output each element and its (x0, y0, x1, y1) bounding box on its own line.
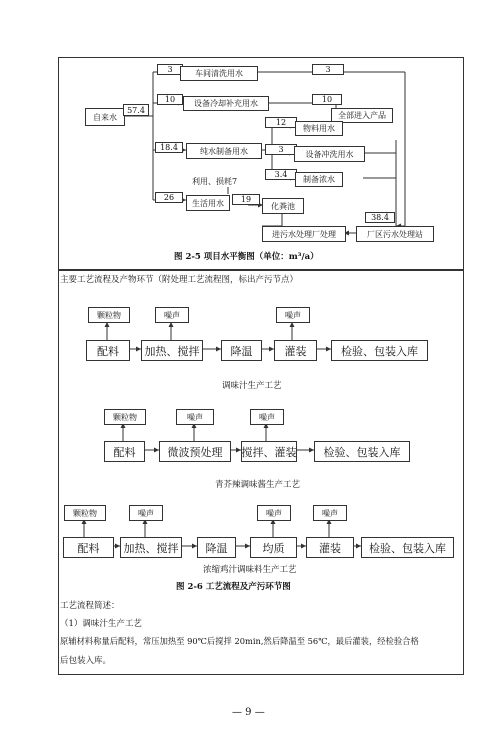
equip-clean-box: 设备冲洗用水 (294, 146, 365, 162)
flow1-step-batching: 配料 (86, 340, 130, 361)
flow-concentrate: 3.4 (265, 169, 297, 180)
concentrate-box: 制备浓水 (295, 172, 343, 187)
flow3-pollutant-noise-1: 噪声 (129, 505, 163, 521)
flow-treat-out: 38.4 (365, 212, 395, 223)
flow-workshop-out: 3 (312, 64, 344, 75)
flow2-step-inspect-pack: 检验、包装入库 (314, 441, 410, 462)
tap-water-box: 自来水 (85, 108, 125, 126)
pure-water-box: 纯水制备用水 (186, 143, 262, 159)
description-title: 工艺流程简述： (60, 601, 120, 611)
page-number: — 9 — (232, 707, 265, 718)
flow2-pollutant-noise-2: 噪声 (250, 409, 284, 425)
flow3-step-batching: 配料 (63, 537, 114, 558)
flow1-pollutant-noise-2: 噪声 (276, 307, 310, 323)
flow-domestic-out: 19 (232, 194, 260, 205)
flow2-step-microwave: 微波预处理 (159, 441, 231, 462)
septic-box: 化粪池 (262, 198, 304, 214)
flow1-step-inspect-pack: 检验、包装入库 (331, 340, 428, 361)
flow2-step-stir-fill: 搅拌、灌装 (241, 441, 297, 462)
flow1-label: 调味汁生产工艺 (222, 381, 282, 391)
flow-domestic-in: 26 (155, 192, 183, 203)
workshop-clean-box: 车间清洗用水 (180, 66, 258, 81)
flow2-label: 青芥辣调味酱生产工艺 (215, 480, 301, 490)
flow1-step-heating-stirring: 加热、搅拌 (141, 340, 203, 361)
flow3-pollutant-particulate: 颗粒物 (64, 505, 106, 521)
flow-cooling-out: 10 (312, 94, 342, 105)
flow1-step-cooling: 降温 (221, 340, 262, 361)
description-body-line-2: 后包装入库。 (60, 656, 112, 666)
flow3-step-heating-stirring: 加热、搅拌 (120, 537, 182, 558)
process-heading: 主要工艺流程及产物环节（附处理工艺流程图，标出产污节点） (60, 275, 299, 285)
material-box: 物料用水 (295, 121, 343, 136)
flow-workshop-in: 3 (157, 64, 183, 75)
flow3-pollutant-noise-2: 噪声 (257, 505, 291, 521)
flow-pure-in: 18.4 (155, 142, 183, 153)
flow1-pollutant-noise-1: 噪声 (155, 307, 189, 323)
flow3-step-filling: 灌装 (306, 537, 354, 558)
reuse-loss-label: 利用、损耗7 (192, 177, 238, 186)
flow2-pollutant-noise-1: 噪声 (176, 409, 214, 425)
figure-2-6-caption: 图 2-6 工艺流程及产污环节图 (176, 582, 291, 592)
flow3-label: 浓缩鸡汁调味料生产工艺 (203, 565, 297, 575)
flow2-pollutant-particulate: 颗粒物 (104, 409, 146, 425)
flow1-step-filling: 灌装 (274, 340, 317, 361)
flow-material: 12 (265, 117, 297, 128)
flow3-step-cooling: 降温 (197, 537, 236, 558)
all-product-box: 全部进入产品 (331, 108, 393, 123)
plant-treatment-box: 厂区污水处理站 (356, 226, 434, 242)
flow1-pollutant-particulate: 颗粒物 (88, 307, 130, 323)
flow3-step-homogenize: 均质 (250, 537, 297, 558)
flow3-pollutant-noise-3: 噪声 (313, 505, 347, 521)
flow-total: 57.4 (123, 104, 149, 116)
description-item-1: （1）调味汁生产工艺 (60, 619, 142, 629)
wwtp-box: 进污水处理厂处理 (262, 226, 346, 242)
description-body-line-1: 原辅材料称量后配料，常压加热至 90℃后搅拌 20min,然后降温至 56℃，最后灌装，经检验合格 (60, 636, 419, 646)
flow-cooling-in: 10 (157, 94, 183, 105)
flow-equip-clean: 3 (265, 144, 297, 155)
flow3-step-inspect-pack: 检验、包装入库 (361, 537, 454, 558)
domestic-box: 生活用水 (186, 195, 230, 211)
cooling-box: 设备冷却补充用水 (183, 96, 269, 111)
figure-2-5-caption: 图 2-5 项目水平衡图（单位：m³/a） (174, 252, 319, 262)
flow2-step-batching: 配料 (104, 441, 145, 462)
